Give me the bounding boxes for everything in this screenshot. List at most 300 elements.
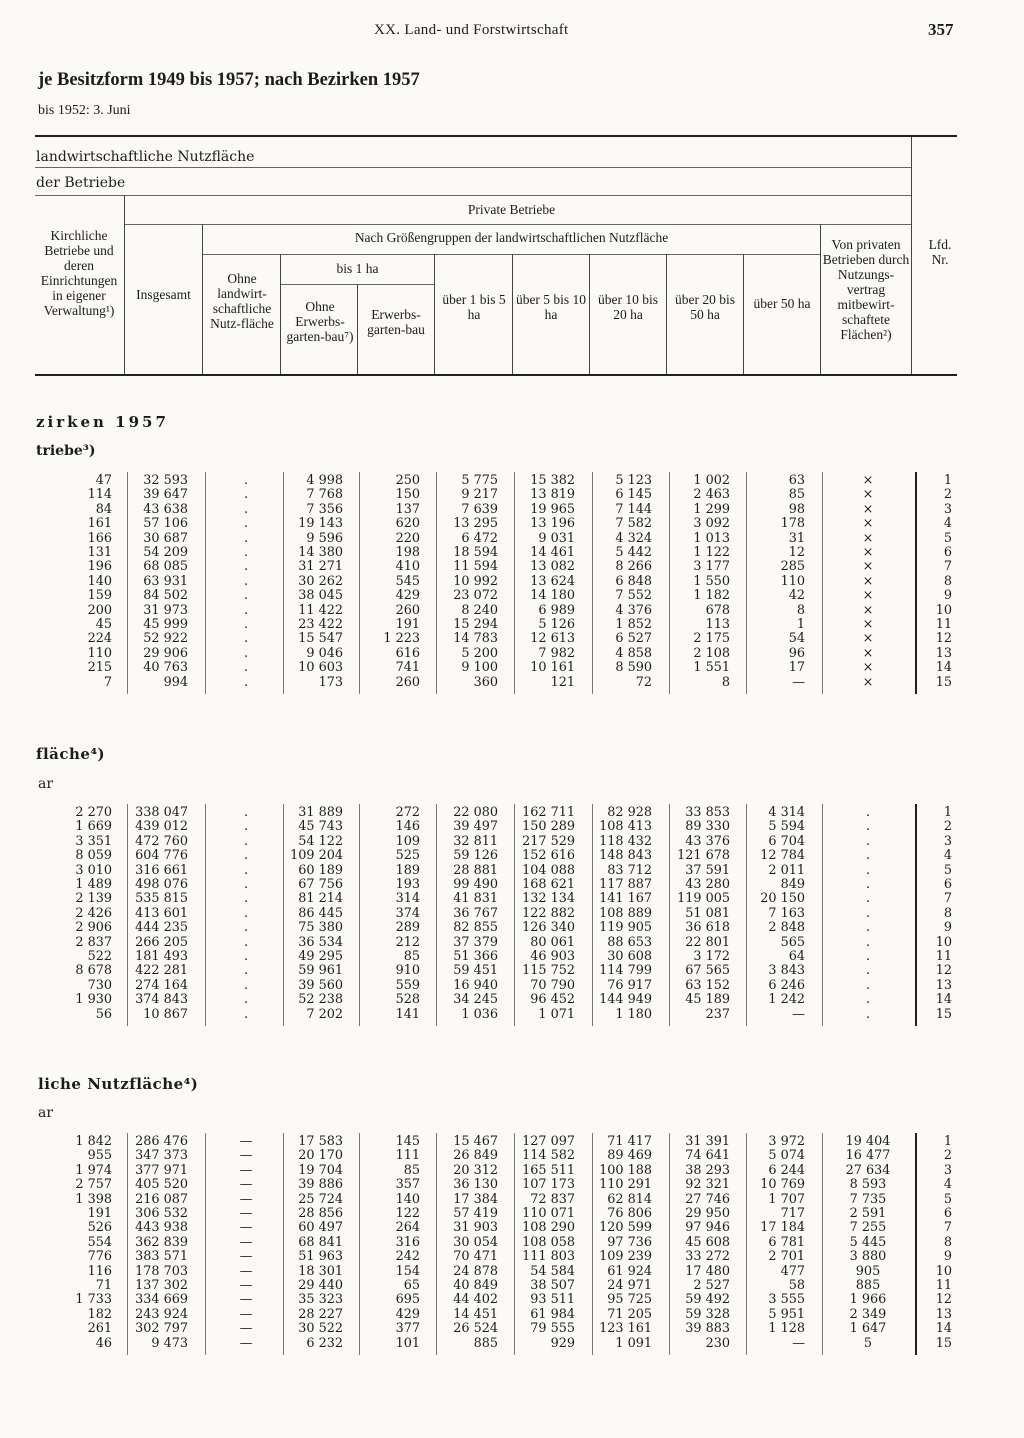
cell-g10-20ha: 1 852 [615,617,652,632]
cell-nutzungsvertrag: 3 880 [849,1249,887,1265]
cell-g10-20ha: 123 161 [599,1321,652,1337]
cell-g5-10ha: 162 711 [522,805,575,820]
cell-kirchliche: 955 [87,1148,112,1164]
cell-ohne-lnf: . [243,992,249,1008]
cell-g10-20ha: 4 324 [615,530,652,546]
cell-lfd-nr: 8 [943,1234,952,1250]
cell-erwerb: 260 [395,602,420,618]
cell-ohne-lnf: . [243,920,249,936]
cell-ohne-lnf: — [239,1321,253,1337]
cell-g1-5ha: 5 200 [461,645,498,661]
cell-g1-5ha: 41 831 [453,891,498,907]
cell-g10-20ha: 108 889 [599,905,652,921]
cell-g1-5ha: 5 775 [461,473,498,488]
table-row [0,546,1024,560]
cell-g10-20ha: 95 725 [607,1292,652,1308]
cell-erwerb: 101 [395,1335,420,1351]
section-heading: zirken 1957 [36,413,169,431]
header-vline [124,195,125,374]
cell-kirchliche: 116 [87,1263,112,1279]
section-subheading: triebe³) [36,443,96,459]
cell-insgesamt: 54 209 [143,545,188,560]
cell-ohne-lnf: . [243,819,249,835]
cell-nutzungsvertrag: 27 634 [845,1162,891,1178]
cell-g20-50ha: 59 492 [685,1292,730,1308]
cell-nutzungsvertrag: × [862,631,874,647]
cell-kirchliche: 140 [87,573,112,589]
cell-g1-5ha: 36 767 [453,905,498,921]
cell-g5-10ha: 165 511 [522,1162,575,1178]
cell-g5-10ha: 12 613 [530,631,575,647]
cell-g10-20ha: 5 442 [615,545,652,560]
cell-g5-10ha: 72 837 [530,1191,575,1207]
cell-ohne-erwerb: 30 262 [298,573,343,589]
cell-g10-20ha: 76 806 [607,1206,652,1221]
cell-insgesamt: 216 087 [135,1191,188,1207]
cell-g5-10ha: 79 555 [530,1321,575,1337]
cell-g50ha: 63 [788,473,805,488]
cell-nutzungsvertrag: . [865,877,871,892]
cell-erwerb: 137 [395,501,420,517]
cell-g10-20ha: 1 180 [615,1006,652,1022]
cell-g20-50ha: 3 177 [693,559,730,575]
cell-kirchliche: 3 351 [75,833,112,849]
cell-ohne-erwerb: 23 422 [298,617,343,632]
cell-g20-50ha: 1 002 [693,473,730,488]
table-row [0,560,1024,574]
header-nutzungsvertrag: Von privaten Betrieben durch Nutzungs-vertrag mitbewirt-schaftete Flächen²) [822,237,910,342]
cell-ohne-lnf: — [239,1177,253,1193]
cell-erwerb: 272 [395,805,420,820]
cell-ohne-lnf: . [243,833,249,849]
page-title: je Besitzform 1949 bis 1957; nach Bezirken 1957 [38,70,420,90]
cell-kirchliche: 1 733 [75,1292,112,1308]
cell-kirchliche: 8 678 [75,963,112,979]
cell-ohne-lnf: . [243,487,249,503]
cell-ohne-lnf: . [243,934,249,950]
cell-ohne-erwerb: 9 596 [306,530,343,546]
cell-insgesamt: 439 012 [135,819,188,835]
cell-lfd-nr: 7 [943,1220,952,1236]
cell-g50ha: 3 843 [768,963,805,979]
cell-nutzungsvertrag: × [862,545,874,560]
cell-g20-50ha: 121 678 [677,848,730,864]
cell-ohne-erwerb: 31 271 [298,559,343,575]
cell-g10-20ha: 144 949 [599,992,652,1008]
header-vline [820,224,821,374]
cell-g1-5ha: 16 940 [453,977,498,993]
table-row [0,878,1024,892]
cell-nutzungsvertrag: × [862,660,874,676]
header-rule-band1 [35,167,911,168]
cell-g5-10ha: 217 529 [522,833,575,849]
cell-g10-20ha: 1 091 [615,1335,652,1351]
cell-g5-10ha: 150 289 [522,819,575,835]
cell-g10-20ha: 71 205 [607,1306,652,1322]
cell-g20-50ha: 2 527 [693,1278,730,1293]
cell-g10-20ha: 97 736 [607,1234,652,1250]
cell-erwerb: 191 [395,617,420,632]
cell-kirchliche: 159 [87,588,112,604]
cell-erwerb: 212 [395,934,420,950]
cell-erwerb: 85 [403,1162,420,1178]
cell-g5-10ha: 929 [550,1335,575,1351]
cell-g20-50ha: 45 189 [685,992,730,1008]
header-band-betriebe: der Betriebe [36,175,126,191]
cell-insgesamt: 444 235 [135,920,188,936]
cell-g20-50ha: 31 391 [685,1134,730,1149]
cell-nutzungsvertrag: × [862,674,874,690]
cell-nutzungsvertrag: . [865,920,871,936]
table-row [0,1322,1024,1336]
cell-kirchliche: 166 [87,530,112,546]
cell-g20-50ha: 89 330 [685,819,730,835]
cell-lfd-nr: 3 [943,1162,952,1178]
cell-erwerb: 559 [395,977,420,993]
cell-nutzungsvertrag: × [862,559,874,575]
cell-insgesamt: 68 085 [143,559,188,575]
cell-ohne-lnf: . [243,977,249,993]
cell-g1-5ha: 37 379 [453,934,498,950]
cell-ohne-erwerb: 68 841 [298,1234,343,1250]
table-row [0,1221,1024,1235]
cell-lfd-nr: 14 [935,1321,952,1337]
cell-g5-10ha: 96 452 [530,992,575,1008]
cell-ohne-lnf: . [243,674,249,690]
cell-ohne-erwerb: 7 768 [306,487,343,503]
cell-g50ha: 178 [780,516,805,532]
cell-g20-50ha: 45 608 [685,1234,730,1250]
cell-g50ha: 10 769 [760,1177,805,1193]
cell-g5-10ha: 127 097 [522,1134,575,1149]
cell-nutzungsvertrag: 1 647 [849,1321,887,1337]
cell-g10-20ha: 62 814 [607,1191,652,1207]
cell-insgesamt: 178 703 [135,1263,188,1279]
cell-g50ha: — [792,1335,805,1351]
cell-nutzungsvertrag: × [862,602,874,618]
cell-kirchliche: 7 [103,674,112,690]
cell-lfd-nr: 11 [935,949,952,964]
cell-g1-5ha: 32 811 [453,833,498,849]
cell-lfd-nr: 5 [943,530,952,546]
cell-insgesamt: 63 931 [143,573,188,589]
table-row [0,618,1024,632]
cell-kirchliche: 46 [95,1335,112,1351]
table-row [0,676,1024,690]
cell-lfd-nr: 2 [943,487,952,503]
table-row [0,517,1024,531]
cell-ohne-lnf: . [243,602,249,618]
header-lfd-nr: Lfd. Nr. [928,237,952,267]
cell-kirchliche: 1 930 [75,992,112,1008]
cell-g1-5ha: 59 451 [453,963,498,979]
cell-g50ha: 110 [780,573,805,589]
cell-g10-20ha: 6 527 [615,631,652,647]
cell-ohne-lnf: — [239,1234,253,1250]
cell-nutzungsvertrag: × [862,516,874,532]
cell-g20-50ha: 43 280 [685,877,730,892]
cell-ohne-lnf: . [243,516,249,532]
cell-insgesamt: 181 493 [135,949,188,964]
cell-ohne-lnf: . [243,501,249,517]
cell-g10-20ha: 6 848 [615,573,652,589]
table-row [0,1008,1024,1022]
cell-ohne-lnf: — [239,1249,253,1265]
cell-lfd-nr: 5 [943,862,952,878]
cell-g50ha: 17 [788,660,805,676]
cell-kirchliche: 131 [87,545,112,560]
cell-g5-10ha: 15 382 [530,473,575,488]
cell-erwerb: 150 [395,487,420,503]
cell-g20-50ha: 1 013 [693,530,730,546]
cell-g10-20ha: 117 887 [599,877,652,892]
cell-g50ha: 3 972 [768,1134,805,1149]
cell-insgesamt: 286 476 [135,1134,188,1149]
cell-g5-10ha: 5 126 [538,617,575,632]
cell-kirchliche: 730 [87,977,112,993]
cell-lfd-nr: 10 [935,934,952,950]
cell-g5-10ha: 70 790 [530,977,575,993]
cell-nutzungsvertrag: 16 477 [845,1148,891,1164]
cell-lfd-nr: 7 [943,559,952,575]
cell-g10-20ha: 7 552 [615,588,652,604]
cell-nutzungsvertrag: 905 [855,1263,881,1279]
cell-kirchliche: 261 [87,1321,112,1337]
cell-g20-50ha: 63 152 [685,977,730,993]
cell-g1-5ha: 20 312 [453,1162,498,1178]
cell-g5-10ha: 7 982 [538,645,575,661]
cell-nutzungsvertrag: . [865,905,871,921]
cell-g50ha: 54 [788,631,805,647]
cell-kirchliche: 2 426 [75,905,112,921]
cell-kirchliche: 554 [87,1234,112,1250]
cell-g1-5ha: 15 467 [453,1134,498,1149]
cell-g50ha: 717 [780,1206,805,1221]
cell-insgesamt: 243 924 [135,1306,188,1322]
cell-g50ha: — [792,674,805,690]
cell-g1-5ha: 30 054 [453,1234,498,1250]
cell-g10-20ha: 6 145 [615,487,652,503]
cell-erwerb: 65 [403,1278,420,1293]
cell-g5-10ha: 14 180 [530,588,575,604]
running-head: XX. Land- und Forstwirtschaft [374,22,569,38]
cell-lfd-nr: 12 [935,1292,952,1308]
cell-nutzungsvertrag: × [862,588,874,604]
cell-g1-5ha: 9 217 [461,487,498,503]
cell-ohne-erwerb: 25 724 [298,1191,343,1207]
cell-g20-50ha: 237 [705,1006,730,1022]
cell-g1-5ha: 24 878 [453,1263,498,1279]
cell-ohne-lnf: — [239,1278,253,1293]
cell-lfd-nr: 14 [935,660,952,676]
cell-lfd-nr: 5 [943,1191,952,1207]
cell-g10-20ha: 114 799 [599,963,652,979]
cell-g10-20ha: 83 712 [607,862,652,878]
cell-insgesamt: 413 601 [135,905,188,921]
cell-erwerb: 620 [395,516,420,532]
cell-insgesamt: 472 760 [135,833,188,849]
header-erwerbsgartenbau: Erwerbs-garten-bau [367,307,425,337]
cell-ohne-lnf: — [239,1134,253,1149]
cell-g1-5ha: 39 497 [453,819,498,835]
cell-nutzungsvertrag: . [865,891,871,907]
cell-g1-5ha: 14 783 [453,631,498,647]
cell-kirchliche: 1 489 [75,877,112,892]
cell-g5-10ha: 111 803 [522,1249,575,1265]
cell-g5-10ha: 93 511 [530,1292,575,1308]
cell-nutzungsvertrag: × [862,473,874,488]
cell-g20-50ha: 33 272 [685,1249,730,1265]
cell-insgesamt: 362 839 [135,1234,188,1250]
table-row [0,575,1024,589]
cell-g50ha: 98 [788,501,805,517]
cell-g50ha: 5 594 [768,819,805,835]
cell-g20-50ha: 2 108 [693,645,730,661]
cell-kirchliche: 182 [87,1306,112,1322]
cell-g50ha: 12 [788,545,805,560]
table-row [0,1265,1024,1279]
cell-insgesamt: 306 532 [135,1206,188,1221]
table-row [0,647,1024,661]
cell-g50ha: 5 951 [768,1306,805,1322]
cell-ohne-erwerb: 6 232 [306,1335,343,1351]
cell-lfd-nr: 3 [943,833,952,849]
cell-g10-20ha: 76 917 [607,977,652,993]
header-vline [666,254,667,374]
table-row [0,532,1024,546]
cell-lfd-nr: 11 [935,617,952,632]
header-insgesamt: Insgesamt [136,287,191,302]
header-band-lnf: landwirtschaftliche Nutzfläche [36,149,255,165]
table-row [0,1164,1024,1178]
cell-kirchliche: 84 [95,501,112,517]
cell-g1-5ha: 82 855 [453,920,498,936]
cell-ohne-lnf: . [243,862,249,878]
cell-g20-50ha: 3 092 [693,516,730,532]
cell-ohne-lnf: — [239,1292,253,1308]
cell-g1-5ha: 31 903 [453,1220,498,1236]
cell-g50ha: 2 848 [768,920,805,936]
cell-kirchliche: 215 [87,660,112,676]
cell-nutzungsvertrag: 7 735 [849,1191,887,1207]
header-nach-groessen: Nach Größengruppen der landwirtschaftlichen Nutzfläche [354,230,669,245]
cell-erwerb: 141 [395,1006,420,1022]
cell-g1-5ha: 99 490 [453,877,498,892]
cell-ohne-lnf: . [243,573,249,589]
cell-erwerb: 377 [395,1321,420,1337]
section-unit: ar [38,776,54,792]
cell-lfd-nr: 9 [943,920,952,936]
section-unit: ar [38,1105,54,1121]
cell-nutzungsvertrag: 2 591 [849,1206,887,1221]
cell-g1-5ha: 10 992 [453,573,498,589]
cell-nutzungsvertrag: × [862,501,874,517]
header-ohne-erwerbsgartenbau: Ohne Erwerbs-garten-bau⁷) [286,299,354,344]
cell-g1-5ha: 360 [473,674,498,690]
cell-g50ha: 5 074 [768,1148,805,1164]
cell-erwerb: 1 223 [383,631,420,647]
cell-lfd-nr: 12 [935,963,952,979]
cell-g20-50ha: 67 565 [685,963,730,979]
cell-erwerb: 145 [395,1134,420,1149]
cell-g20-50ha: 59 328 [685,1306,730,1322]
cell-kirchliche: 2 139 [75,891,112,907]
cell-lfd-nr: 8 [943,573,952,589]
cell-g20-50ha: 29 950 [685,1206,730,1221]
cell-ohne-erwerb: 28 227 [298,1306,343,1322]
cell-insgesamt: 443 938 [135,1220,188,1236]
cell-insgesamt: 535 815 [135,891,188,907]
cell-g50ha: 6 781 [768,1234,805,1250]
cell-insgesamt: 302 797 [135,1321,188,1337]
cell-nutzungsvertrag: 1 966 [849,1292,887,1308]
cell-g20-50ha: 8 [721,674,730,690]
table-row [0,589,1024,603]
cell-g1-5ha: 26 524 [453,1321,498,1337]
cell-insgesamt: 498 076 [135,877,188,892]
cell-erwerb: 140 [395,1191,420,1207]
cell-lfd-nr: 10 [935,602,952,618]
cell-ohne-lnf: . [243,545,249,560]
cell-lfd-nr: 9 [943,1249,952,1265]
cell-g1-5ha: 59 126 [453,848,498,864]
cell-g1-5ha: 15 294 [453,617,498,632]
cell-erwerb: 316 [395,1234,420,1250]
cell-nutzungsvertrag: × [862,487,874,503]
header-private-betriebe: Private Betriebe [467,202,556,217]
cell-lfd-nr: 15 [935,674,952,690]
cell-ohne-lnf: . [243,660,249,676]
cell-lfd-nr: 13 [935,977,952,993]
cell-g20-50ha: 39 883 [685,1321,730,1337]
cell-g1-5ha: 23 072 [453,588,498,604]
cell-nutzungsvertrag: × [862,573,874,589]
table-row [0,907,1024,921]
cell-erwerb: 357 [395,1177,420,1193]
cell-g10-20ha: 4 858 [615,645,652,661]
cell-lfd-nr: 1 [943,473,952,488]
cell-ohne-erwerb: 11 422 [298,602,343,618]
cell-g5-10ha: 108 290 [522,1220,575,1236]
cell-g20-50ha: 119 005 [677,891,730,907]
cell-g5-10ha: 19 965 [530,501,575,517]
cell-g10-20ha: 89 469 [607,1148,652,1164]
page-number: 357 [928,20,954,39]
cell-lfd-nr: 12 [935,631,952,647]
table-row [0,1178,1024,1192]
cell-g5-10ha: 108 058 [522,1234,575,1250]
cell-g10-20ha: 110 291 [599,1177,652,1193]
cell-kirchliche: 1 842 [75,1134,112,1149]
cell-nutzungsvertrag: . [865,848,871,864]
cell-nutzungsvertrag: . [865,862,871,878]
cell-g10-20ha: 7 582 [615,516,652,532]
cell-nutzungsvertrag: 5 [863,1335,873,1351]
cell-insgesamt: 274 164 [135,977,188,993]
cell-ohne-lnf: — [239,1335,253,1351]
cell-g50ha: 20 150 [760,891,805,907]
cell-g50ha: 1 [796,617,805,632]
table-row [0,979,1024,993]
cell-ohne-lnf: — [239,1191,253,1207]
cell-g5-10ha: 46 903 [530,949,575,964]
table-row [0,864,1024,878]
cell-insgesamt: 30 687 [143,530,188,546]
cell-lfd-nr: 4 [943,848,952,864]
cell-g50ha: 64 [788,949,805,964]
cell-ohne-erwerb: 173 [318,674,343,690]
cell-g10-20ha: 24 971 [607,1278,652,1293]
